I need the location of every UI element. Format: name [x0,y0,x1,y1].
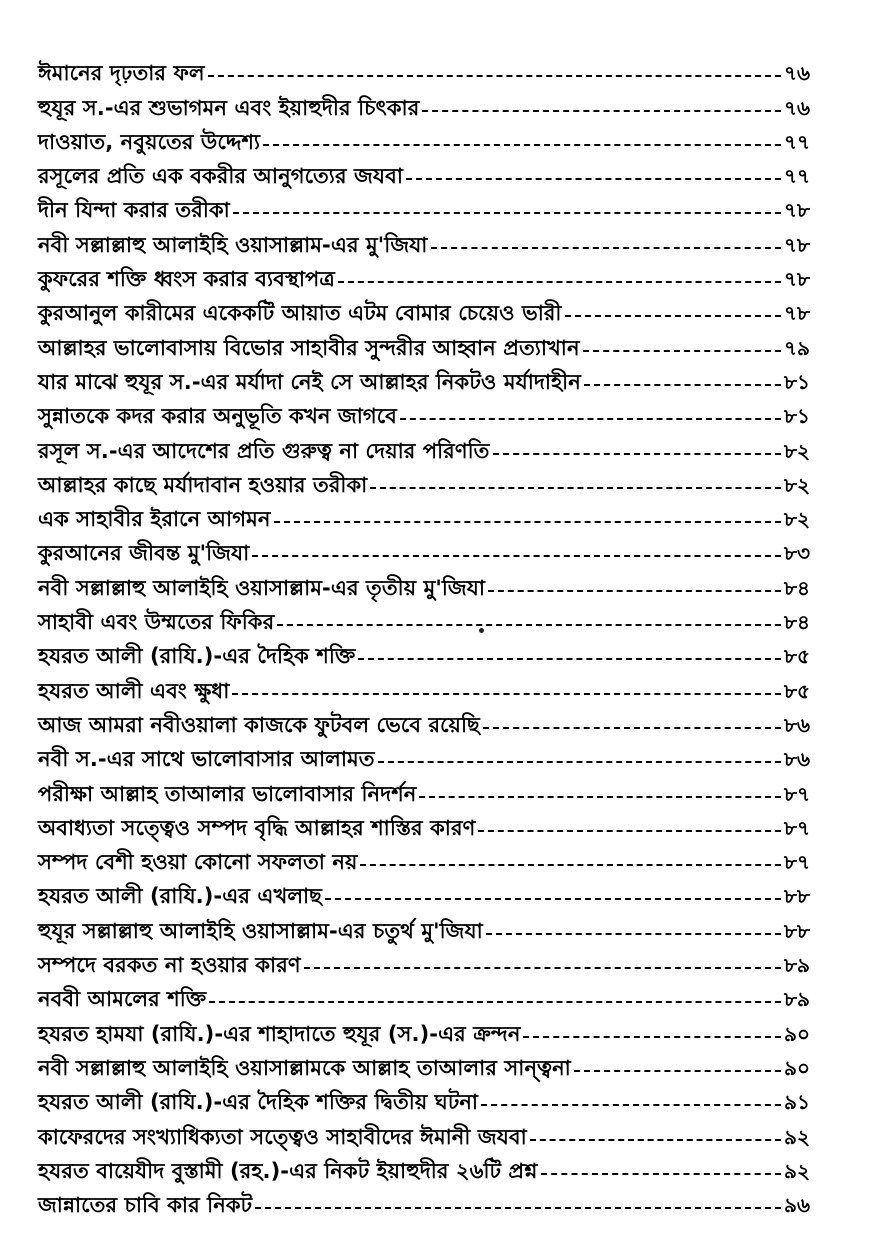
toc-dot-leader [233,212,781,214]
toc-dot-leader [530,1139,781,1141]
toc-entry-title: হযরত বায়েযীদ বুস্তামী (রহ.)-এর নিকট ইয়াহুদীর ২৬টি প্রশ্ন [38,1158,538,1183]
toc-entry [38,1081,810,1115]
toc-entry [38,532,810,566]
toc-entry-title: সম্পদ বেশী হওয়া কোনো সফলতা নয় [38,850,358,875]
toc-entry-page-number: ৭৭ [783,129,810,154]
toc-entry-title: নবী সল্লাল্লাহু আলাইহি ওয়াসাল্লাম-এর তৃতীয় মু'জিযা [38,575,486,600]
toc-entry-page-number: ৭৮ [784,267,810,292]
toc-entry-title: জান্নাতের চাবি কার নিকট [38,1193,253,1218]
toc-entry [38,326,810,360]
toc-dot-leader [378,761,781,763]
toc-entry-page-number: ৭৮ [784,232,810,257]
toc-entry-title: আল্লাহর ভালোবাসায় বিভোর সাহাবীর সুন্দরীর আহ্বান প্রত্যাখান [38,335,580,360]
table-of-contents [38,52,810,1218]
toc-entry-title: হযরত হামযা (রাযি.)-এর শাহাদাতে হুযূর (স.)-এর ক্রন্দন [38,1021,521,1046]
toc-entry [38,807,810,841]
toc-dot-leader [325,898,781,900]
toc-dot-leader [565,315,781,317]
toc-entry [38,704,810,738]
toc-entry-page-number: ৮৫ [784,678,810,703]
toc-entry [38,635,810,669]
toc-entry-title: নববী আমলের শক্তি [38,987,207,1012]
toc-dot-leader [419,796,781,798]
toc-dot-leader [481,1104,781,1106]
toc-entry-page-number: ৮৯ [784,953,810,978]
toc-dot-leader [486,933,781,935]
toc-dot-leader [584,384,781,386]
toc-entry-page-number: ৮২ [784,507,810,532]
toc-entry-title: নবী স.-এর সাথে ভালোবাসার আলামত [38,747,375,772]
toc-entry [38,121,810,155]
toc-dot-leader [400,418,781,420]
toc-dot-leader [358,658,781,660]
toc-dot-leader [208,75,781,77]
toc-entry-page-number: ৭৮ [784,301,810,326]
toc-entry [38,1184,810,1218]
print-speck [479,628,484,633]
toc-entry-page-number: ৯২ [784,1158,810,1183]
toc-dot-leader [304,967,781,969]
toc-entry [38,498,810,532]
toc-entry-page-number: ৮৬ [784,712,810,737]
toc-dot-leader [277,624,781,626]
toc-dot-leader [263,144,781,146]
toc-entry-title: হুযূর স.-এর শুভাগমন এবং ইয়াহুদীর চিৎকার [38,95,420,120]
toc-dot-leader [431,247,782,249]
toc-entry [38,772,810,806]
toc-entry [38,155,810,189]
toc-entry-title: হযরত আলী (রাযি.)-এর দৈহিক শক্তির দ্বিতীয় ঘটনা [38,1090,479,1115]
toc-entry-page-number: ৮১ [784,404,810,429]
toc-entry-title: রসূলের প্রতি এক বকরীর আনুগত্যের জযবা [38,164,404,189]
toc-entry-title: নবী সল্লাল্লাহু আলাইহি ওয়াসাল্লাম-এর মু'জিযা [38,232,428,257]
toc-entry-page-number: ৯৬ [784,1193,810,1218]
toc-dot-leader [338,281,781,283]
toc-entry-title: হযরত আলী (রাযি.)-এর দৈহিক শক্তি [38,644,356,669]
toc-entry [38,464,810,498]
toc-entry-page-number: ৮৮ [784,884,810,909]
toc-entry [38,1012,810,1046]
toc-entry-page-number: ৭৬ [783,95,810,120]
toc-entry [38,738,810,772]
toc-dot-leader [483,727,781,729]
toc-entry-page-number: ৯১ [784,1090,810,1115]
toc-entry-title: সাহাবী এবং উম্মতের ফিকির [38,610,275,635]
toc-entry-title: সম্পদে বরকত না হওয়ার কারণ [38,953,301,978]
toc-entry-page-number: ৮৬ [784,747,810,772]
toc-entry-title: এক সাহাবীর ইরানে আগমন [38,507,271,532]
toc-entry-page-number: ৮২ [784,438,810,463]
toc-dot-leader [583,350,781,352]
toc-entry [38,601,810,635]
toc-dot-leader [488,590,781,592]
toc-dot-leader [493,453,782,455]
toc-entry [38,669,810,703]
toc-entry-page-number: ৮৪ [784,610,810,635]
toc-dot-leader [360,864,781,866]
toc-entry-page-number: ৮৮ [784,918,810,943]
toc-entry-page-number: ৭৭ [783,164,810,189]
toc-entry-title: হযরত আলী (রাযি.)-এর এখলাছ [38,884,323,909]
toc-entry [38,978,810,1012]
toc-dot-leader [541,1173,782,1175]
toc-entry-title: নবী সল্লাল্লাহু আলাইহি ওয়াসাল্লামকে আল্লাহ তাআলার সান্ত্বনা [38,1055,571,1080]
toc-entry-title: হযরত আলী এবং ক্ষুধা [38,678,230,703]
toc-entry [38,223,810,257]
toc-dot-leader [274,521,781,523]
toc-dot-leader [523,1036,781,1038]
toc-entry [38,566,810,600]
toc-entry [38,292,810,326]
toc-entry-page-number: ৮৭ [784,781,810,806]
toc-entry [38,395,810,429]
toc-entry-page-number: ৮৩ [784,541,810,566]
toc-entry-title: যার মাঝে হুযূর স.-এর মর্যাদা নেই সে আল্লাহর নিকটও মর্যাদাহীন [38,369,581,394]
toc-entry-page-number: ৭৯ [784,335,810,360]
toc-entry-page-number: ৮৪ [784,575,810,600]
toc-entry-page-number: ৮১ [784,369,810,394]
toc-entry [38,258,810,292]
toc-entry-title: দাওয়াত, নবুয়তের উদ্দেশ্য [38,129,261,154]
toc-entry [38,1115,810,1149]
toc-entry-page-number: ৮৫ [784,644,810,669]
toc-entry-title: সুন্নাতকে কদর করার অনুভূতি কখন জাগবে [38,404,397,429]
toc-entry [38,1150,810,1184]
toc-entry-title: রসূল স.-এর আদেশের প্রতি গুরুত্ব না দেয়ার পরিণতি [38,438,490,463]
toc-entry-title: অবাধ্যতা সত্ত্বেও সম্পদ বৃদ্ধি আল্লাহর শাস্তির কারণ [38,815,476,840]
toc-entry-title: পরীক্ষা আল্লাহ তাআলার ভালোবাসার নিদর্শন [38,781,417,806]
toc-entry-title: কুফরের শক্তি ধ্বংস করার ব্যবস্থাপত্র [38,267,335,292]
toc-entry [38,429,810,463]
toc-entry-page-number: ৯২ [784,1124,810,1149]
toc-entry-page-number: ৮৭ [784,850,810,875]
toc-dot-leader [422,110,781,112]
toc-entry [38,361,810,395]
toc-entry [38,944,810,978]
toc-entry [38,52,810,86]
toc-entry-page-number: ৮৯ [784,987,810,1012]
toc-entry [38,1047,810,1081]
toc-entry [38,189,810,223]
toc-entry-page-number: ৭৬ [783,61,810,86]
toc-dot-leader [209,1001,781,1003]
toc-entry-page-number: ৮২ [784,472,810,497]
toc-entry [38,909,810,943]
toc-entry [38,875,810,909]
toc-entry-title: আজ আমরা নবীওয়ালা কাজকে ফুটবল ভেবে রয়েছি [38,712,480,737]
toc-dot-leader [370,487,781,489]
toc-dot-leader [232,693,781,695]
toc-entry-title: হুযূর সল্লাল্লাহু আলাইহি ওয়াসাল্লাম-এর চতুর্থ মু'জিযা [38,918,483,943]
toc-entry-title: কুরআনের জীবন্ত মু'জিযা [38,541,250,566]
toc-entry-title: দীন যিন্দা করার তরীকা [38,198,230,223]
toc-entry [38,86,810,120]
toc-entry-title: আল্লাহর কাছে মর্যাদাবান হওয়ার তরীকা [38,472,368,497]
toc-dot-leader [255,1207,781,1209]
toc-entry-page-number: ৯০ [784,1021,810,1046]
toc-entry-title: কাফেরদের সংখ্যাধিক্যতা সত্ত্বেও সাহাবীদের ঈমানী জযবা [38,1124,527,1149]
toc-dot-leader [478,830,781,832]
toc-dot-leader [252,555,781,557]
toc-entry-page-number: ৯০ [784,1055,810,1080]
toc-entry-title: কুরআনুল কারীমের একেকটি আয়াত এটম বোমার চেয়েও ভারী [38,301,562,326]
toc-entry [38,841,810,875]
toc-dot-leader [574,1070,781,1072]
toc-entry-title: ঈমানের দৃঢ়তার ফল [38,61,205,86]
toc-entry-page-number: ৭৮ [784,198,810,223]
toc-dot-leader [406,178,781,180]
toc-entry-page-number: ৮৭ [784,815,810,840]
